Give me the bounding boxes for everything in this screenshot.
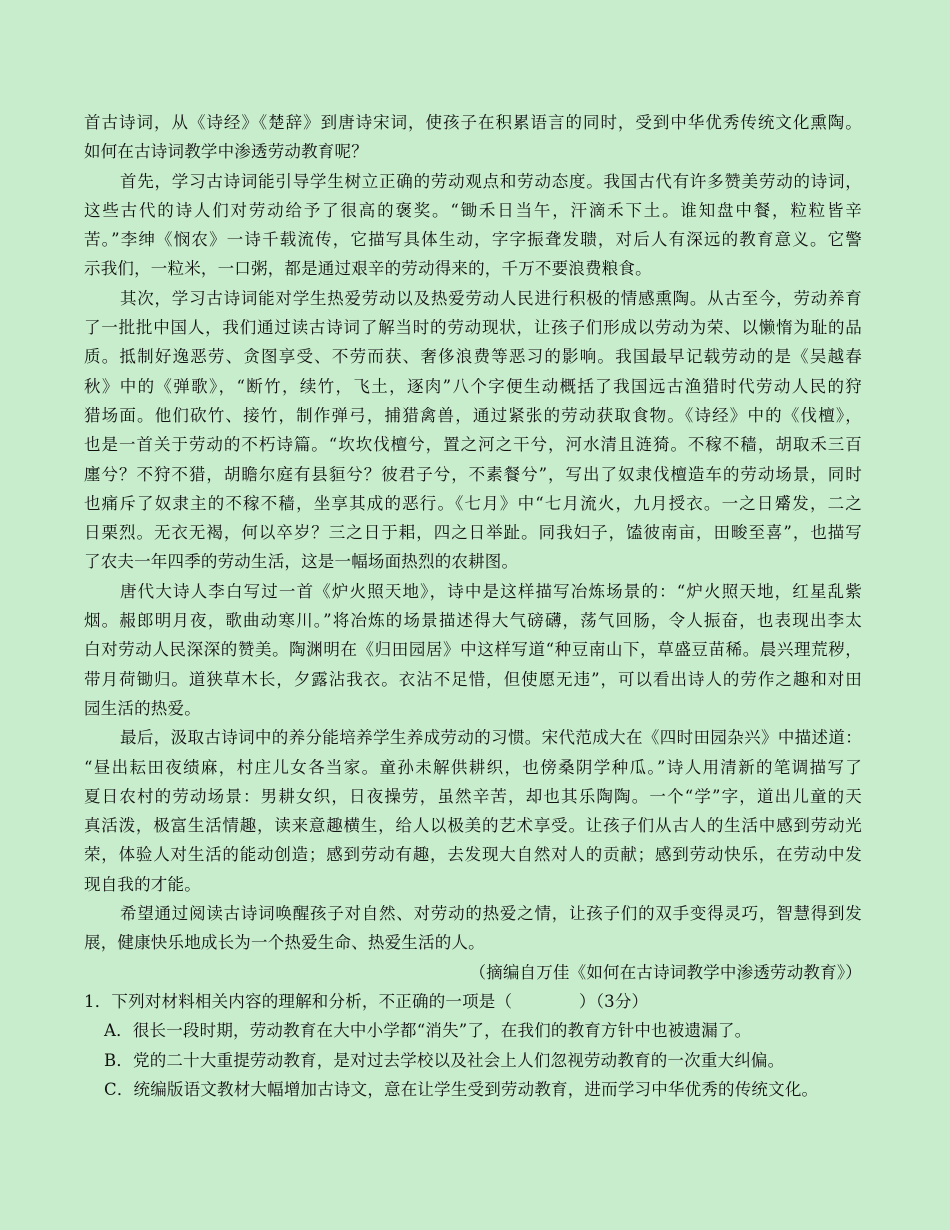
paragraph-line: 首古诗词，从《诗经》《楚辞》到唐诗宋词，使孩子在积累语言的同时，受到中华优秀传统文化熏陶。 <box>84 113 862 132</box>
paragraph-line: 真活泼，极富生活情趣，读来意趣横生，给人以极美的艺术享受。让孩子们从古人的生活中感到劳动光 <box>84 816 862 836</box>
paragraph-line: 也痛斥了奴隶主的不稼不穑，坐享其成的恶行。《七月》中“七月流火，九月授衣。一之日觱发，二之 <box>84 493 862 513</box>
option-b[interactable] <box>84 1046 862 1075</box>
option-a-label: A． <box>104 1021 133 1041</box>
option-a[interactable] <box>84 1016 862 1045</box>
paragraph-line: 了一批批中国人，我们通过读古诗词了解当时的劳动现状，让孩子们形成以劳动为荣、以懒惰为耻的品 <box>84 318 862 338</box>
article-body <box>84 108 862 958</box>
paragraph-line: 唐代大诗人李白写过一首《炉火照天地》，诗中是这样描写冶炼场景的：“炉火照天地，红星乱紫 <box>120 581 862 601</box>
paragraph-line: 苦。”李绅《悯农》一诗千载流传，它描写具体生动，字字振聋发聩，对后人有深远的教育意义。它警 <box>84 230 862 250</box>
paragraph-line: 其次，学习古诗词能对学生热爱劳动以及热爱劳动人民进行积极的情感熏陶。从古至今，劳动养育 <box>120 288 862 308</box>
paragraph-line: 带月荷锄归。道狭草木长，夕露沾我衣。衣沾不足惜，但使愿无违”，可以看出诗人的劳作之趣和对田 <box>84 669 862 689</box>
paragraph-line: 示我们，一粒米，一口粥，都是通过艰辛的劳动得来的，千万不要浪费粮食。 <box>84 259 652 279</box>
paragraph-line: 现自我的才能。 <box>84 874 201 894</box>
option-c[interactable] <box>84 1075 862 1104</box>
option-a-text: 很长一段时期，劳动教育在大中小学都“消失”了，在我们的教育方针中也被遗漏了。 <box>132 1021 752 1041</box>
paragraph-line: 秋》中的《弹歌》，“断竹，续竹，飞土，逐肉”八个字便生动概括了我国远古渔猎时代劳动人民的狩 <box>84 376 862 396</box>
paragraph-line: 最后，汲取古诗词中的养分能培养学生养成劳动的习惯。宋代范成大在《四时田园杂兴》中描述道： <box>120 728 862 748</box>
paragraph-line: 首先，学习古诗词能引导学生树立正确的劳动观点和劳动态度。我国古代有许多赞美劳动的诗词， <box>120 171 862 191</box>
paragraph-line: 展，健康快乐地成长为一个热爱生命、热爱生活的人。 <box>84 933 485 953</box>
paragraph-line: 了农夫一年四季的劳动生活，这是一幅场面热烈的农耕图。 <box>84 552 519 572</box>
option-b-text: 党的二十大重提劳动教育，是对过去学校以及社会上人们忽视劳动教育的一次重大纠偏。 <box>133 1050 785 1070</box>
option-b-label: B． <box>104 1050 134 1070</box>
document-page <box>84 108 862 1104</box>
option-c-text: 统编版语文教材大幅增加古诗文，意在让学生受到劳动教育，进而学习中华优秀的传统文化。 <box>133 1079 819 1099</box>
paragraph-line: 如何在古诗词教学中渗透劳动教育呢？ <box>84 142 368 162</box>
paragraph-line: 猎场面。他们砍竹、接竹，制作弹弓，捕猎禽兽，通过紧张的劳动获取食物。《诗经》中的《伐檀》， <box>84 405 862 425</box>
paragraph-line: 希望通过阅读古诗词唤醒孩子对自然、对劳动的热爱之情，让孩子们的双手变得灵巧，智慧得到发 <box>120 904 862 924</box>
paragraph-line: 白对劳动人民深深的赞美。陶渊明在《归田园居》中这样写道“种豆南山下，草盛豆苗稀。晨兴理荒秽， <box>84 640 862 660</box>
paragraph-line: 日栗烈。无衣无褐，何以卒岁？三之日于耜，四之日举趾。同我妇子，馌彼南亩，田畯至喜”，也描写 <box>84 523 862 543</box>
paragraph-line: 园生活的热爱。 <box>84 698 201 718</box>
paragraph-line: 质。抵制好逸恶劳、贪图享受、不劳而获、奢侈浪费等恶习的影响。我国最早记载劳动的是《吴越春 <box>84 347 862 367</box>
paragraph-line: 夏日农村的劳动场景：男耕女织，日夜操劳，虽然辛苦，却也其乐陶陶。一个“学”字，道出儿童的天 <box>84 786 862 806</box>
option-c-label: C． <box>104 1079 134 1099</box>
paragraph-line: 这些古代的诗人们对劳动给予了很高的褒奖。“锄禾日当午，汗滴禾下土。谁知盘中餐，粒粒皆辛 <box>84 200 862 220</box>
question-stem: 1．下列对材料相关内容的理解和分析，不正确的一项是（ ）（3分） <box>84 991 649 1011</box>
source-citation: （摘编自万佳《如何在古诗词教学中渗透劳动教育》） <box>469 962 862 982</box>
paragraph-line: 荣，体验人对生活的能动创造；感到劳动有趣，去发现大自然对人的贡献；感到劳动快乐，在劳动中发 <box>84 845 862 865</box>
paragraph-line: 烟。赧郎明月夜，歌曲动寒川。”将冶炼的场景描述得大气磅礴，荡气回肠，令人振奋，也表现出李太 <box>84 611 862 631</box>
paragraph-line: “昼出耘田夜绩麻，村庄儿女各当家。童孙未解供耕织，也傍桑阴学种瓜。”诗人用清新的笔调描写了 <box>84 757 862 777</box>
paragraph-line: 也是一首关于劳动的不朽诗篇。“坎坎伐檀兮，置之河之干兮，河水清且涟猗。不稼不穑，胡取禾三百 <box>84 435 862 455</box>
paragraph-line: 廛兮？不狩不猎，胡瞻尔庭有县貆兮？彼君子兮，不素餐兮”，写出了奴隶伐檀造车的劳动场景，同时 <box>84 464 862 484</box>
